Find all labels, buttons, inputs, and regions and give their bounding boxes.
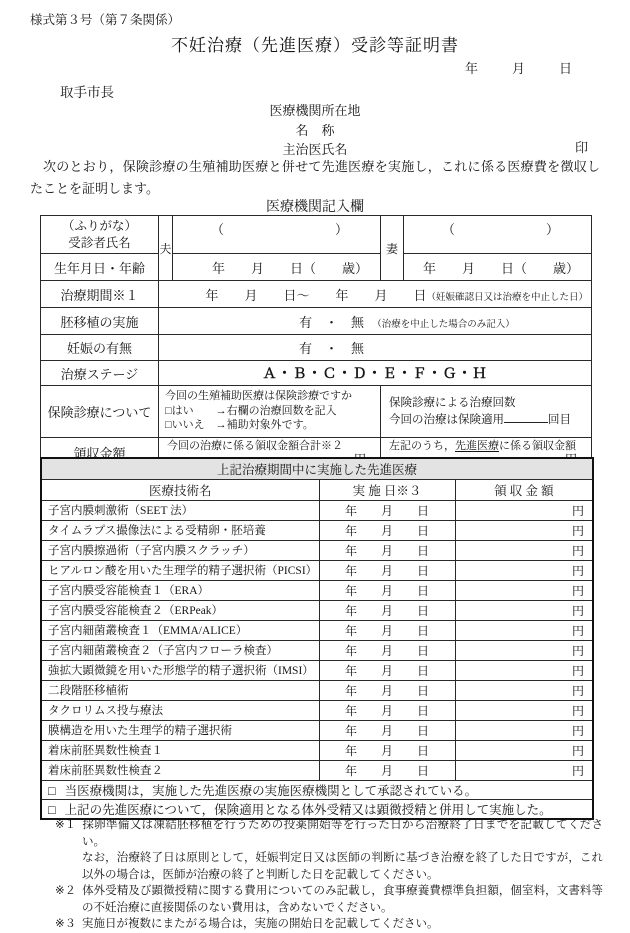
issue-date-month-label[interactable]: 月	[511, 61, 525, 76]
footnote-marker: ※２	[55, 885, 77, 897]
procedure-name: 着床前胚異数性検査２	[41, 760, 319, 780]
pregnancy-label: 妊娠の有無	[41, 335, 159, 361]
procedure-row	[41, 620, 593, 640]
combined-treatment-text: 上記の先進医療について，保険適用となる体外受精又は顕微授精と併用して実施した。	[64, 802, 552, 817]
procedure-amount-field[interactable]: 円	[455, 760, 593, 780]
form-number: 様式第３号（第７条関係）	[30, 13, 181, 27]
procedure-row	[41, 600, 593, 620]
procedure-name: タクロリムス投与療法	[41, 700, 319, 720]
procedure-name: 強拡大顕微鏡を用いた形態学的精子選択術（IMSI）	[41, 660, 319, 680]
procedure-amount-field[interactable]: 円	[455, 500, 593, 520]
procedure-name: 子宮内膜受容能検査１（ERA）	[41, 580, 319, 600]
insurance-count-line[interactable]	[389, 411, 583, 428]
paren-open: （	[442, 222, 456, 237]
approved-institution-checkbox-row[interactable]	[41, 780, 593, 799]
procedure-date-field[interactable]: 年 月 日	[319, 680, 455, 700]
procedure-name: 膜構造を用いた生理学的精子選択術	[41, 720, 319, 740]
receipt-advanced-label	[389, 440, 583, 453]
procedure-row	[41, 720, 593, 740]
receipt-advanced-unit: 円	[564, 451, 577, 466]
institution-block	[0, 101, 630, 160]
declaration-text: 次のとおり，保険診療の生殖補助医療と併せて先進医療を実施し，これに係る医療費を徴収したことを証明します。	[30, 159, 600, 196]
procedure-date-field[interactable]: 年 月 日	[319, 520, 455, 540]
embryo-transfer-note: （治療を中止した場合のみ記入）	[377, 319, 515, 330]
procedure-name: ヒアルロン酸を用いた生理学的精子選択術（PICSI）	[41, 560, 319, 580]
procedure-amount-field[interactable]: 円	[455, 640, 593, 660]
procedure-amount-field[interactable]: 円	[455, 700, 593, 720]
procedure-name: 子宮内細菌叢検査２（子宮内フローラ検査）	[41, 640, 319, 660]
paren-open: （	[211, 222, 225, 237]
treatment-stage-label: 治療ステージ	[41, 361, 159, 386]
patient-name-text: 受診者氏名	[68, 235, 131, 250]
combined-treatment-checkbox-row[interactable]	[41, 799, 593, 819]
advanced-table-band-title: 上記治療期間中に実施した先進医療	[41, 458, 593, 479]
procedure-name: 子宮内膜刺激術（SEET 法）	[41, 500, 319, 520]
procedure-date-field[interactable]: 年 月 日	[319, 620, 455, 640]
receipt-advanced-suffix: に係る領収金額	[499, 439, 576, 452]
procedure-date-field[interactable]: 年 月 日	[319, 580, 455, 600]
procedure-row	[41, 540, 593, 560]
insurance-question-cell	[159, 386, 381, 438]
receipt-advanced-em: 先進医療	[455, 439, 499, 452]
birth-label: 生年月日・年齢	[41, 254, 159, 281]
wife-label: 妻	[381, 216, 404, 281]
procedure-amount-field[interactable]: 円	[455, 520, 593, 540]
insurance-count-blank[interactable]	[504, 411, 548, 423]
doctor-name-label[interactable]: 主治医氏名	[282, 142, 348, 157]
procedure-date-field[interactable]: 年 月 日	[319, 500, 455, 520]
procedure-amount-field[interactable]: 円	[455, 720, 593, 740]
advanced-care-table	[40, 457, 594, 820]
paren-close: ）	[545, 222, 559, 237]
embryo-transfer-field[interactable]	[159, 308, 592, 335]
footnote	[55, 883, 603, 916]
checkbox-icon[interactable]: □	[48, 783, 56, 798]
procedure-date-field[interactable]: 年 月 日	[319, 660, 455, 680]
footnote-marker: ※３	[55, 918, 77, 930]
procedure-date-field[interactable]: 年 月 日	[319, 600, 455, 620]
embryo-transfer-label: 胚移植の実施	[41, 308, 159, 335]
footnotes	[55, 817, 603, 933]
procedure-amount-field[interactable]: 円	[455, 740, 593, 760]
furigana-label: （ふりがな）	[61, 218, 137, 233]
paren-close: ）	[334, 222, 348, 237]
patient-name-label	[41, 216, 159, 254]
insurance-count-label: 保険診療による治療回数	[389, 396, 516, 409]
insurance-count-cell	[381, 386, 592, 438]
procedure-row	[41, 660, 593, 680]
wife-birth-field[interactable]: 年 月 日（ 歳）	[404, 254, 592, 281]
procedure-row	[41, 500, 593, 520]
procedure-row	[41, 700, 593, 720]
column-header-technology: 医療技術名	[41, 479, 319, 500]
procedure-amount-field[interactable]: 円	[455, 580, 593, 600]
insurance-count-suffix: 回目	[548, 413, 571, 426]
footnote-line: ※２ 体外受精及び顕微授精に関する費用についてのみ記載し，食事療養費標準負担額，個室料，文書料等の不妊治療に直接関係のない費用は，含めないでください。	[55, 885, 603, 914]
wife-furigana-field[interactable]	[404, 216, 592, 254]
procedure-amount-field[interactable]: 円	[455, 560, 593, 580]
entry-table	[40, 215, 592, 469]
receipt-advanced-prefix: 左記のうち，	[389, 439, 455, 452]
footnote-line: ※１ 採卵準備又は凍結胚移植を行うための投薬開始等を行った日から治療終了日までを記載してください。	[55, 819, 603, 848]
insurance-question: 今回の生殖補助医療は保険診療ですか	[165, 390, 352, 402]
procedure-row	[41, 560, 593, 580]
treatment-period-label: 治療期間※１	[41, 281, 159, 308]
procedure-amount-field[interactable]: 円	[455, 680, 593, 700]
procedure-date-field[interactable]: 年 月 日	[319, 760, 455, 780]
issue-date-year-label[interactable]: 年	[464, 61, 478, 76]
issue-date-day-label[interactable]: 日	[558, 61, 572, 76]
receipt-amount-label: 領収金額	[41, 437, 159, 468]
procedure-name: 子宮内膜擦過術（子宮内膜スクラッチ）	[41, 540, 319, 560]
procedure-row	[41, 760, 593, 780]
procedure-date-field[interactable]: 年 月 日	[319, 740, 455, 760]
procedure-amount-field[interactable]: 円	[455, 620, 593, 640]
treatment-period-note: （妊娠確認日又は治療を中止した日）	[426, 292, 588, 303]
procedure-row	[41, 680, 593, 700]
husband-birth-field[interactable]: 年 月 日（ 歳）	[173, 254, 381, 281]
procedure-name: 子宮内細菌叢検査１（EMMA/ALICE）	[41, 620, 319, 640]
insurance-yes-checkbox[interactable]: □はい →右欄の治療回数を記入	[165, 404, 337, 417]
checkbox-icon[interactable]: □	[48, 802, 56, 817]
husband-furigana-field[interactable]	[173, 216, 381, 254]
institution-name-label[interactable]: 名 称	[295, 122, 335, 138]
procedure-date-field[interactable]: 年 月 日	[319, 560, 455, 580]
footnote-line: ※３ 実施日が複数にまたがる場合は，実施の開始日を記載してください。	[82, 916, 603, 933]
approved-institution-text: 当医療機関は，実施した先進医療の実施医療機関として承認されている。	[64, 783, 478, 798]
procedure-name: 着床前胚異数性検査１	[41, 740, 319, 760]
seal-mark: 印	[574, 140, 588, 155]
issue-date-line	[465, 58, 572, 77]
procedure-amount-field[interactable]: 円	[455, 600, 593, 620]
footnote	[55, 817, 603, 883]
procedure-amount-field[interactable]: 円	[455, 660, 593, 680]
procedure-amount-field[interactable]: 円	[455, 540, 593, 560]
procedure-row	[41, 640, 593, 660]
column-header-amount: 領 収 金 額	[455, 479, 593, 500]
procedure-name: 子宮内膜受容能検査２（ERPeak）	[41, 600, 319, 620]
insurance-count-prefix: 今回の治療は保険適用	[389, 413, 504, 426]
receipt-total-label: 今回の治療に係る領収金額合計※２	[167, 439, 343, 452]
procedure-row	[41, 520, 593, 540]
addressee: 取手市長	[60, 85, 114, 100]
footnote	[55, 916, 603, 933]
treatment-period-field[interactable]	[159, 281, 592, 308]
footnote-line: なお，治療終了日は原則として，妊娠判定日又は医師の判断に基づき治療を終了した日ですが，これ以外の場合は，医師が治療の終了と判断した日を記載してください。	[82, 852, 603, 881]
footnote-marker: ※１	[55, 819, 77, 831]
procedure-date-field[interactable]: 年 月 日	[319, 720, 455, 740]
procedure-name: 二段階胚移植術	[41, 680, 319, 700]
pregnancy-field[interactable]: 有 ・ 無	[159, 335, 592, 361]
procedure-row	[41, 740, 593, 760]
procedures-body	[41, 500, 593, 780]
entry-table-title: 医療機関記入欄	[266, 200, 364, 215]
treatment-stage-field[interactable]: Ａ・Ｂ・Ｃ・Ｄ・Ｅ・Ｆ・Ｇ・Ｈ	[159, 361, 592, 386]
page-title: 不妊治療（先進医療）受診等証明書	[171, 36, 459, 55]
procedure-date-field[interactable]: 年 月 日	[319, 700, 455, 720]
husband-label: 夫	[159, 216, 173, 281]
procedure-date-field[interactable]: 年 月 日	[319, 540, 455, 560]
embryo-transfer-value: 有 ・ 無	[299, 314, 365, 330]
insurance-label: 保険診療について	[41, 386, 159, 438]
procedure-date-field[interactable]: 年 月 日	[319, 640, 455, 660]
procedure-row	[41, 580, 593, 600]
insurance-no-checkbox[interactable]: □いいえ →補助対象外です。	[165, 419, 314, 431]
column-header-date: 実 施 日※３	[319, 479, 455, 500]
institution-address-label[interactable]: 医療機関所在地	[269, 103, 361, 118]
procedure-name: タイムラプス撮像法による受精卵・胚培養	[41, 520, 319, 540]
treatment-period-value: 年 月 日～ 年 月 日	[205, 287, 427, 303]
receipt-total-unit: 円	[353, 451, 366, 466]
